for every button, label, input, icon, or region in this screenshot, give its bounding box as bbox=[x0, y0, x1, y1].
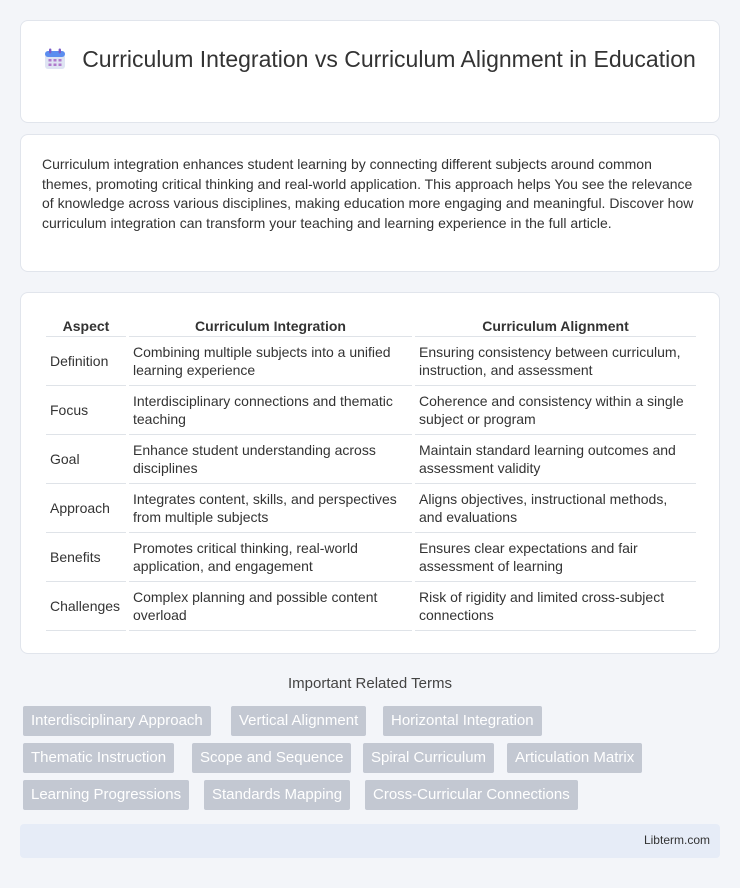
row-alignment: Coherence and consistency within a single subject or program bbox=[415, 386, 696, 435]
tag-scope-and-sequence[interactable]: Scope and Sequence bbox=[192, 743, 351, 773]
row-integration: Interdisciplinary connections and thematic teaching bbox=[129, 386, 412, 435]
table-header-row bbox=[46, 315, 696, 337]
row-aspect: Approach bbox=[46, 484, 126, 533]
table-row bbox=[46, 435, 696, 484]
row-alignment: Risk of rigidity and limited cross-subject connections bbox=[415, 582, 696, 631]
row-alignment: Ensures clear expectations and fair assessment of learning bbox=[415, 533, 696, 582]
table-row bbox=[46, 582, 696, 631]
tag-thematic-instruction[interactable]: Thematic Instruction bbox=[23, 743, 174, 773]
footer-site-link[interactable]: Libterm.com bbox=[643, 833, 710, 847]
row-integration: Promotes critical thinking, real-world application, and engagement bbox=[129, 533, 412, 582]
table-row bbox=[46, 533, 696, 582]
row-aspect: Challenges bbox=[46, 582, 126, 631]
tag-horizontal-integration[interactable]: Horizontal Integration bbox=[383, 706, 542, 736]
table-row bbox=[46, 337, 696, 386]
row-aspect: Benefits bbox=[46, 533, 126, 582]
related-terms-title: Important Related Terms bbox=[288, 675, 452, 692]
page-title-row bbox=[21, 45, 719, 74]
comparison-table bbox=[43, 315, 699, 631]
tag-spiral-curriculum[interactable]: Spiral Curriculum bbox=[363, 743, 494, 773]
row-aspect: Goal bbox=[46, 435, 126, 484]
header-curriculum-alignment: Curriculum Alignment bbox=[415, 315, 696, 337]
row-aspect: Definition bbox=[46, 337, 126, 386]
row-integration: Complex planning and possible content overload bbox=[129, 582, 412, 631]
footer bbox=[20, 824, 720, 858]
tag-standards-mapping[interactable]: Standards Mapping bbox=[204, 780, 350, 810]
row-alignment: Maintain standard learning outcomes and assessment validity bbox=[415, 435, 696, 484]
title-card bbox=[20, 20, 720, 123]
row-aspect: Focus bbox=[46, 386, 126, 435]
table-row bbox=[46, 386, 696, 435]
tag-vertical-alignment[interactable]: Vertical Alignment bbox=[231, 706, 366, 736]
row-alignment: Ensuring consistency between curriculum, instruction, and assessment bbox=[415, 337, 696, 386]
header-curriculum-integration: Curriculum Integration bbox=[129, 315, 412, 337]
row-alignment: Aligns objectives, instructional methods, and evaluations bbox=[415, 484, 696, 533]
tag-interdisciplinary-approach[interactable]: Interdisciplinary Approach bbox=[23, 706, 211, 736]
row-integration: Enhance student understanding across disciplines bbox=[129, 435, 412, 484]
intro-card bbox=[20, 134, 720, 272]
tag-learning-progressions[interactable]: Learning Progressions bbox=[23, 780, 189, 810]
calendar-icon bbox=[44, 48, 66, 70]
page-title: Curriculum Integration vs Curriculum Alignment in Education bbox=[82, 46, 696, 72]
row-integration: Combining multiple subjects into a unified learning experience bbox=[129, 337, 412, 386]
tag-cross-curricular-connections[interactable]: Cross-Curricular Connections bbox=[365, 780, 578, 810]
tag-articulation-matrix[interactable]: Articulation Matrix bbox=[507, 743, 642, 773]
row-integration: Integrates content, skills, and perspectives from multiple subjects bbox=[129, 484, 412, 533]
comparison-table-card bbox=[20, 292, 720, 654]
intro-paragraph: Curriculum integration enhances student learning by connecting different subjects around common themes, promoting critical thinking and real-world application. This approach helps You see the relevance of knowledge across various disciplines, making education more engaging and meaningful. Discover how curriculum integration can transform your teaching and learning experience in the full article. bbox=[42, 156, 694, 231]
header-aspect: Aspect bbox=[46, 315, 126, 337]
table-row bbox=[46, 484, 696, 533]
